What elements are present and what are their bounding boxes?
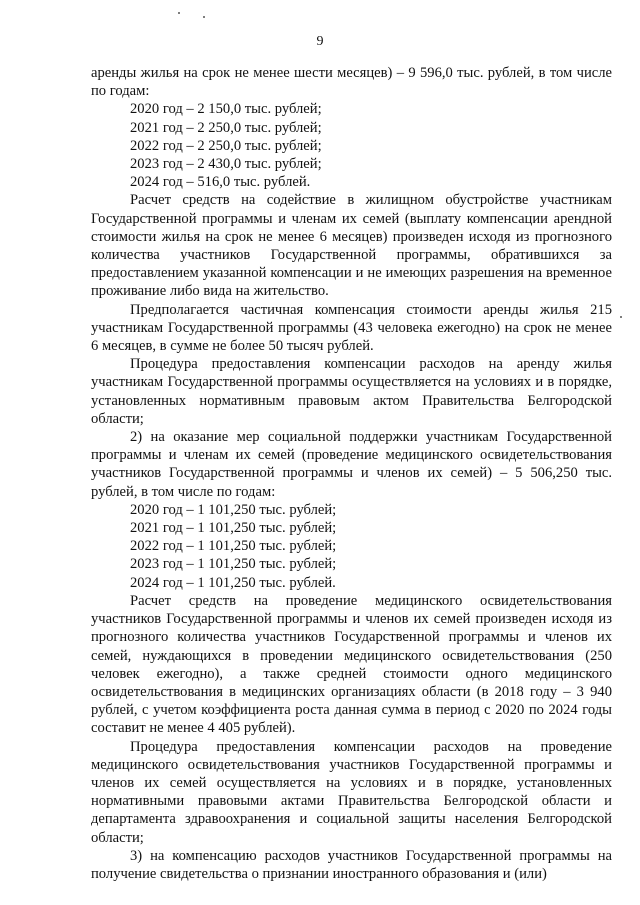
year-line: 2024 год – 516,0 тыс. рублей. — [130, 174, 311, 191]
paragraph-item-3-education: 3) на компенсацию расходов участников Государственной программы на получение свидетельства о признании иностранного образования и (или) — [91, 847, 612, 882]
year-line: 2020 год – 2 150,0 тыс. рублей; — [130, 101, 322, 118]
year-line: 2022 год – 2 250,0 тыс. рублей; — [130, 137, 322, 154]
year-breakdown-rent — [91, 100, 612, 191]
year-line: 2022 год – 1 101,250 тыс. рублей; — [130, 538, 337, 555]
year-line: 2023 год – 1 101,250 тыс. рублей; — [130, 556, 337, 573]
paragraph-medical-procedure: Процедура предоставления компенсации расходов на проведение медицинского освидетельствования участников Государственной программы и членов их семей осуществляется на условиях и в порядке, установленных нормативными правовыми актами Правительства Белгородской области и департамента здравоохранения и социальной защиты населения Белгородской области; — [91, 738, 612, 846]
scan-speck — [178, 12, 180, 14]
year-line: 2024 год – 1 101,250 тыс. рублей. — [130, 574, 336, 591]
scan-speck — [203, 16, 205, 18]
year-line: 2021 год – 1 101,250 тыс. рублей; — [130, 520, 337, 537]
paragraph-rent-procedure: Процедура предоставления компенсации расходов на аренду жилья участникам Государственной программы осуществляется на условиях и в порядке, установленных нормативным правовым актом Правительства Белгородской области; — [91, 356, 612, 427]
year-line: 2021 год – 2 250,0 тыс. рублей; — [130, 119, 322, 136]
page-number: 9 — [316, 34, 324, 49]
paragraph-rent-assumption: Предполагается частичная компенсация стоимости аренды жилья 215 участникам Государственной программы (43 человека ежегодно) на срок не менее 6 месяцев, в сумме не более 50 тысяч рублей. — [91, 301, 612, 355]
year-breakdown-medical — [91, 501, 612, 592]
paragraph-rent-compensation-total: аренды жилья на срок не менее шести месяцев) – 9 596,0 тыс. рублей, в том числе по годам: — [91, 65, 612, 100]
paragraph-rent-calculation: Расчет средств на содействие в жилищном обустройстве участникам Государственной программы и членам их семей (выплату компенсации арендной стоимости жилья на срок не менее 6 месяцев) произведен исходя из прогнозного количества участников Государственной программы, обратившихся за предоставлением указанной компенсации и не имеющих разрешения на временное проживание либо вида на жительство. — [91, 192, 612, 300]
paragraph-medical-calculation: Расчет средств на проведение медицинского освидетельствования участников Государственной программы и членов их семей произведен исходя из прогнозного количества участников Государственной программы и членов их семей, нуждающихся в проведении медицинского освидетельствования (250 человек ежегодно), а также средней стоимости одного медицинского освидетельствования в медицинских организациях области (в 2018 году – 3 940 рублей, с учетом коэффициента роста данная сумма в период с 2020 по 2024 годы составит не менее 4 405 рублей). — [91, 592, 612, 737]
year-line: 2023 год – 2 430,0 тыс. рублей; — [130, 156, 322, 173]
scan-speck — [620, 316, 622, 318]
paragraph-item-2-medical: 2) на оказание мер социальной поддержки участникам Государственной программы и членам их семей (проведение медицинского освидетельствования участников Государственной программы и членов их семей) – 5 506,250 тыс. рублей, в том числе по годам: — [91, 429, 612, 500]
document-body — [91, 64, 612, 883]
year-line: 2020 год – 1 101,250 тыс. рублей; — [130, 501, 337, 518]
